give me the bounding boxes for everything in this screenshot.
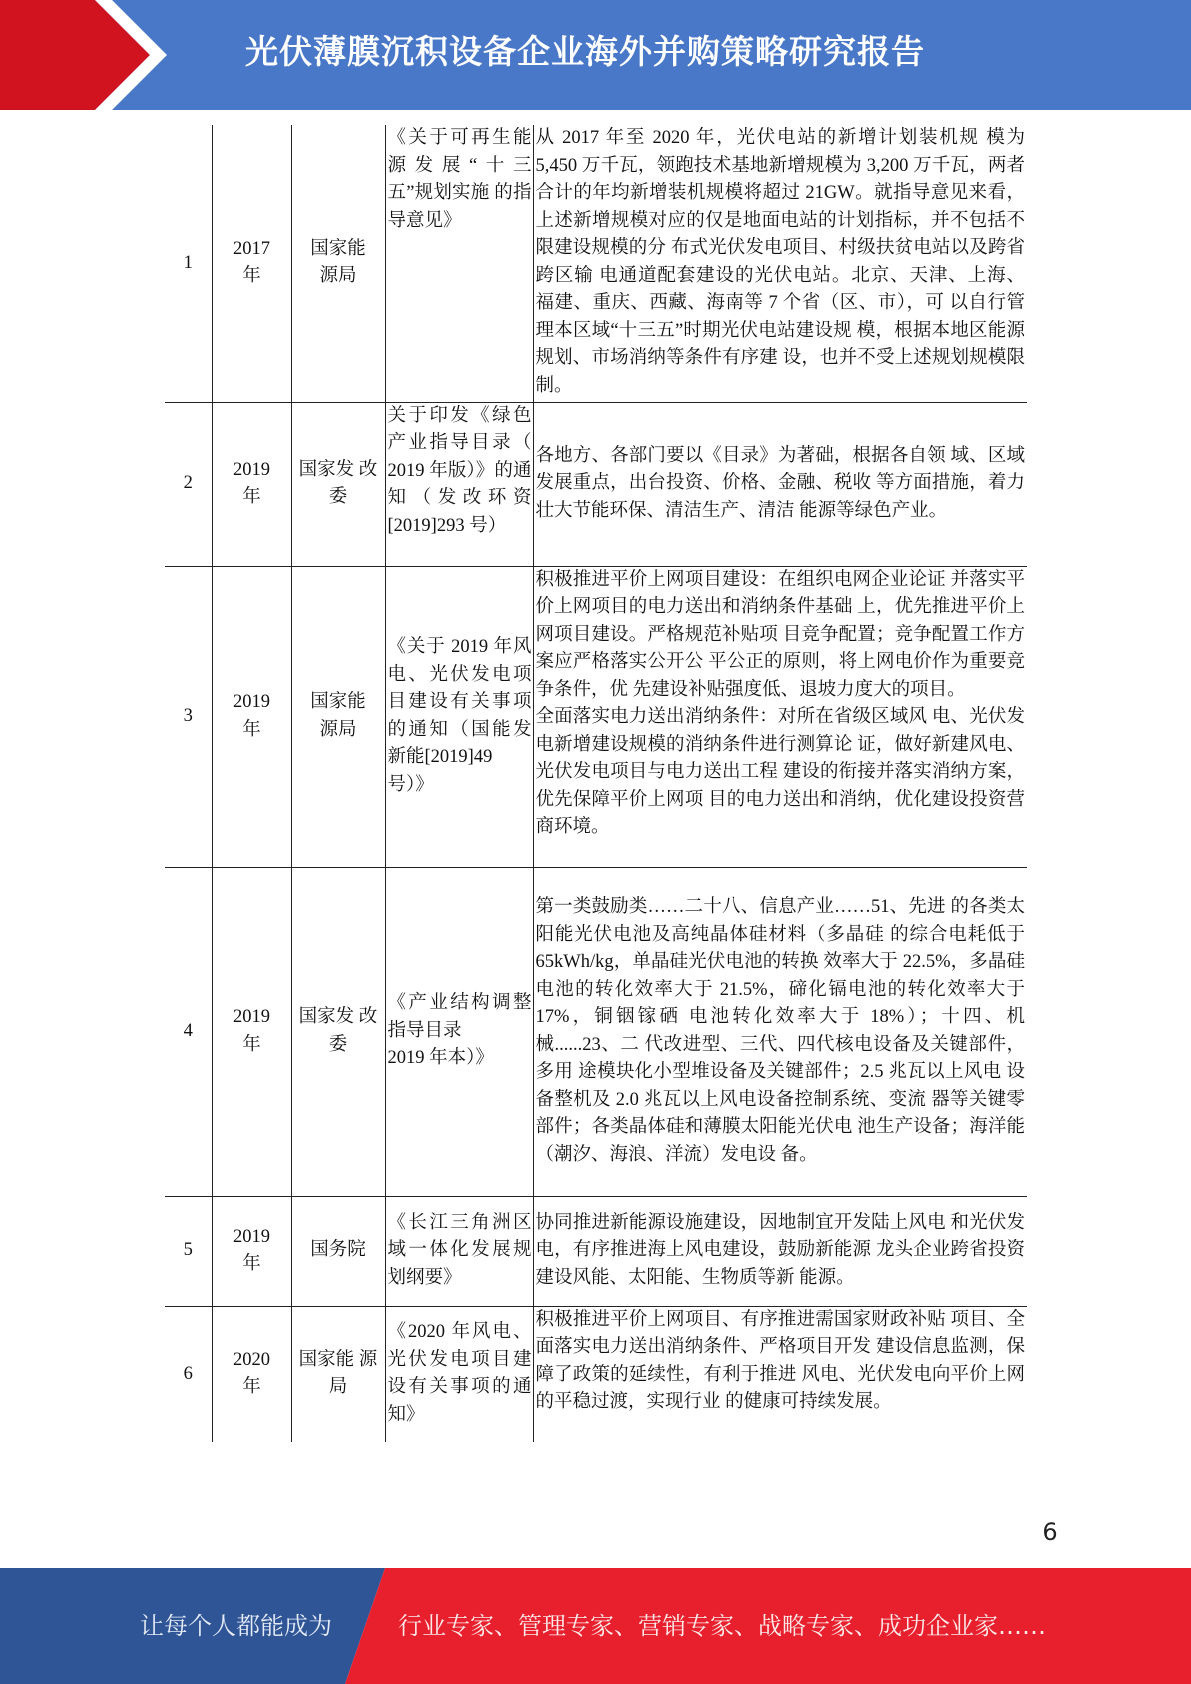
row-document: 《关于可再生能源发展“十三五”规划实施 的指导意见》 [385,125,533,402]
row-year-text: 2019 年 [233,1226,270,1274]
row-org-text: 国家能 源局 [310,692,366,740]
row-document [385,566,533,867]
row-year-text: 2019 年 [233,692,270,740]
row-index: 1 [165,125,212,402]
row-document-text: 《关于 2019 年风电、光伏发电项目建设有关事项的通知（国能发新能[2019]49 号）》 [387,637,532,795]
row-org [291,867,385,1196]
row-document: 《2020 年风电、光伏发电项目建设有关事项的通知》 [385,1306,533,1442]
row-document: 关于印发《绿色产业指导目录（ 2019 年版）》的通知（发改环资[2019]293 号） [385,402,533,566]
row-year [212,1196,291,1306]
row-index: 4 [165,867,212,1196]
table-row [165,566,1027,867]
row-content-text: 积极推进平价上网项目建设：在组织电网企业论证 并落实平价上网项目的电力送出和消纳条件基础 上，优先推进平价上网项目建设。严格规范补贴项 目竞争配置；竞争配置工作方案应严格落实公开公 平公正的原则，将上网电价作为重要竞争条件，优 先建设补贴强度低、退坡力度大的项目。 全面落实电力送出消纳条件：对所在省级区域风 电、光伏发电新增建设规模的消纳条件进行测算论 证，做好新建风电、光伏发电项目与电力送出工程 建设的衔接并落实消纳方案，优先保障平价上网项 目的电力送出和消纳，优化建设投资营商环境。 [535,569,1025,837]
row-org-text: 国务院 [310,1240,366,1261]
row-org [291,125,385,402]
row-document [385,867,533,1196]
footer-slogan-left: 让每个人都能成为 [140,1612,332,1640]
row-document-text: 《产业结构调整指导目录 2019 年本）》 [387,993,532,1069]
row-year-text: 2019 年 [233,459,270,507]
row-year [212,867,291,1196]
table-row [165,125,1027,402]
page-footer [0,1568,1191,1684]
row-org [291,402,385,566]
row-year [212,566,291,867]
page-number: 6 [1042,1518,1058,1546]
row-year-text: 2020 年 [233,1349,270,1398]
policy-table [165,125,1027,1442]
row-org [291,1306,385,1442]
row-org [291,566,385,867]
row-content: 第一类鼓励类……二十八、信息产业……51、先进 的各类太阳能光伏电池及高纯晶体硅材料（多晶硅 的综合电耗低于 65kWh/kg，单晶硅光伏电池的转换 效率大于 22.5%，多晶硅电池的转化效率大于 21.5%，碲化镉电池的转化效率大于 17%，铜铟镓硒 电池转化效率大于 18%）；十四、机械......23、二 代改进型、三代、四代核电设备及关键部件，多用 途模块化小型堆设备及关键部件；2.5 兆瓦以上风电 设备整机及 2.0 兆瓦以上风电设备控制系统、变流 器等关键零部件；各类晶体硅和薄膜太阳能光伏电 池生产设备；海洋能（潮汐、海浪、洋流）发电设 备。 [533,867,1027,1196]
row-org-text: 国家能 源 局 [298,1349,378,1398]
table-row [165,867,1027,1196]
row-index: 5 [165,1196,212,1306]
row-content [533,566,1027,867]
row-year-text: 2019 年 [233,1007,270,1055]
row-org [291,1196,385,1306]
row-year-text: 2017 年 [233,238,270,287]
table-row [165,1306,1027,1442]
row-index: 2 [165,402,212,566]
policy-table-container [165,125,1027,1442]
table-row [165,1196,1027,1306]
row-content: 各地方、各部门要以《目录》为著础，根据各自领 域、区域发展重点，出台投资、价格、金融、税收 等方面措施，着力壮大节能环保、清洁生产、清洁 能源等绿色产业。 [533,402,1027,566]
row-org-text: 国家能 源局 [310,238,366,287]
row-org-text: 国家发 改 委 [298,459,378,507]
row-org-text: 国家发 改 委 [298,1007,378,1055]
row-index: 3 [165,566,212,867]
row-index: 6 [165,1306,212,1442]
row-year [212,402,291,566]
page-header [0,0,1191,110]
report-title: 光伏薄膜沉积设备企业海外并购策略研究报告 [245,32,925,71]
row-year [212,1306,291,1442]
row-content: 从 2017 年至 2020 年，光伏电站的新增计划装机规 模为 5,450 万千瓦，领跑技术基地新增规模为 3,200 万千瓦，两者合计的年均新增装机规模将超过 21GW。就指导意见来看，上述新增规模对应的仅是地面电站的计划指标，并不包括不限建设规模的分 布式光伏发电项目、村级扶贫电站以及跨省跨区输 电通道配套建设的光伏电站。北京、天津、上海、 福建、重庆、西藏、海南等 7 个省（区、市），可 以自行管理本区域“十三五”时期光伏电站建设规 模，根据本地区能源规划、市场消纳等条件有序建 设，也并不受上述规划规模限制。 [533,125,1027,402]
footer-slogan-right: 行业专家、管理专家、营销专家、战略专家、成功企业家…… [398,1612,1046,1640]
table-row [165,402,1027,566]
row-content: 协同推进新能源设施建设，因地制宜开发陆上风电 和光伏发电，有序推进海上风电建设，鼓励新能源 龙头企业跨省投资建设风能、太阳能、生物质等新 能源。 [533,1196,1027,1306]
row-document: 《长江三角洲区域一体化发展规划纲要》 [385,1196,533,1306]
row-content: 积极推进平价上网项目、有序推进需国家财政补贴 项目、全面落实电力送出消纳条件、严格项目开发 建设信息监测，保障了政策的延续性，有利于推进 风电、光伏发电向平价上网的平稳过渡，实现行业 的健康可持续发展。 [533,1306,1027,1442]
row-year [212,125,291,402]
